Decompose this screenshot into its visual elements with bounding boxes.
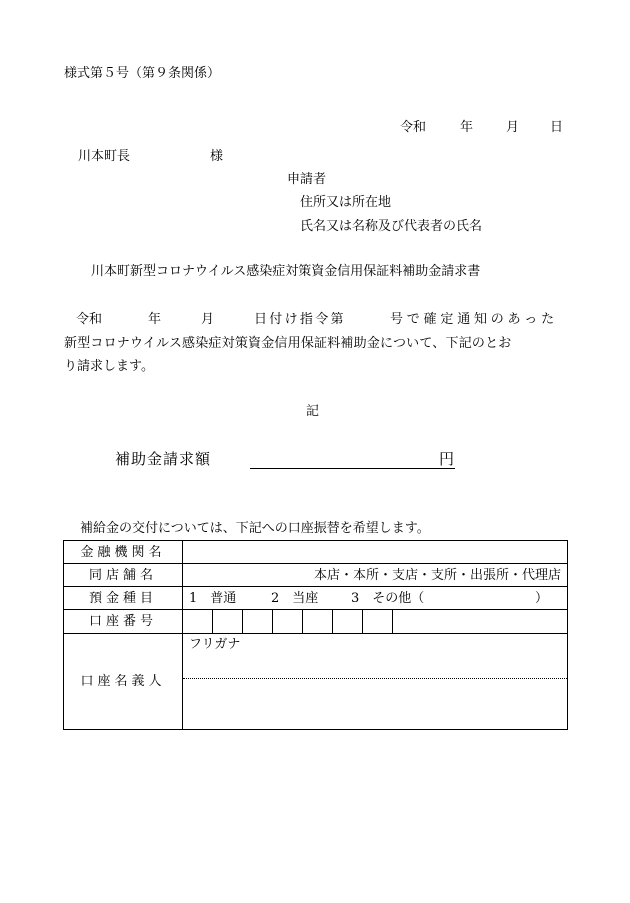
furigana-divider — [183, 678, 567, 679]
account-digit-cell[interactable] — [333, 610, 363, 633]
account-holder-field[interactable] — [183, 634, 568, 730]
deposit-type-field[interactable] — [183, 587, 568, 610]
account-digit-cell[interactable] — [363, 610, 393, 633]
date-reiwa: 令和 — [400, 120, 427, 135]
name-label: 氏名又は名称及び代表者の氏名 — [300, 219, 483, 234]
line1-month: 月 — [201, 312, 215, 327]
branch-field[interactable] — [183, 564, 568, 587]
addressee-name: 川本町長 — [78, 149, 131, 164]
table-row — [64, 541, 568, 564]
amount-label: 補助金請求額 — [115, 450, 212, 468]
ki-heading: 記 — [306, 404, 320, 419]
bank-intro: 補給金の交付については、下記への口座振替を希望します。 — [80, 521, 430, 536]
institution-label: 金融機関名 — [64, 541, 183, 564]
amount-field[interactable] — [250, 468, 455, 469]
table-row — [64, 634, 568, 730]
bank-account-table — [63, 540, 568, 730]
line1-year: 年 — [148, 312, 162, 327]
applicant-label: 申請者 — [287, 172, 327, 187]
institution-field[interactable] — [183, 541, 568, 564]
account-digit-cell[interactable] — [243, 610, 273, 633]
deposit-option-ordinary[interactable]: 1 普通 — [189, 591, 237, 606]
account-number-field[interactable] — [183, 610, 568, 634]
account-number-label: 口座番号 — [64, 610, 183, 634]
form-number: 様式第５号（第９条関係） — [64, 66, 221, 81]
line1-day-ref: 日付け指令第 — [254, 312, 346, 327]
address-label: 住所又は所在地 — [300, 195, 392, 210]
date-month: 月 — [506, 120, 520, 135]
account-digit-cell[interactable] — [273, 610, 303, 633]
account-digit-cell[interactable] — [303, 610, 333, 633]
addressee — [78, 149, 224, 164]
deposit-option-current[interactable]: 2 当座 — [271, 591, 319, 606]
body-line-2: 新型コロナウイルス感染症対策資金信用保証料補助金について、下記のとお — [64, 336, 512, 351]
deposit-option-other-close: ） — [535, 591, 549, 606]
document-title: 川本町新型コロナウイルス感染症対策資金信用保証料補助金請求書 — [91, 264, 481, 279]
table-row — [64, 587, 568, 610]
account-digit-cell[interactable] — [213, 610, 243, 633]
date-day: 日 — [550, 120, 564, 135]
table-row — [64, 564, 568, 587]
line1-rest: 号で確定通知のあった — [390, 312, 558, 327]
body-line-3: り請求します。 — [64, 359, 154, 374]
account-holder-cell — [183, 634, 567, 729]
date-year: 年 — [460, 120, 474, 135]
furigana-label: フリガナ — [189, 637, 241, 652]
amount-unit: 円 — [439, 450, 455, 468]
account-number-cells — [183, 610, 567, 633]
account-digit-cell[interactable] — [183, 610, 213, 633]
account-holder-label: 口座名義人 — [64, 634, 183, 730]
deposit-option-other[interactable]: 3 その他（ — [351, 591, 425, 606]
deposit-type-label: 預金種目 — [64, 587, 183, 610]
table-row — [64, 610, 568, 634]
addressee-honorific: 様 — [210, 149, 224, 164]
branch-options: 本店・本所・支店・支所・出張所・代理店 — [313, 567, 561, 583]
branch-label: 同店舗名 — [64, 564, 183, 587]
line1-reiwa: 令和 — [76, 312, 103, 327]
